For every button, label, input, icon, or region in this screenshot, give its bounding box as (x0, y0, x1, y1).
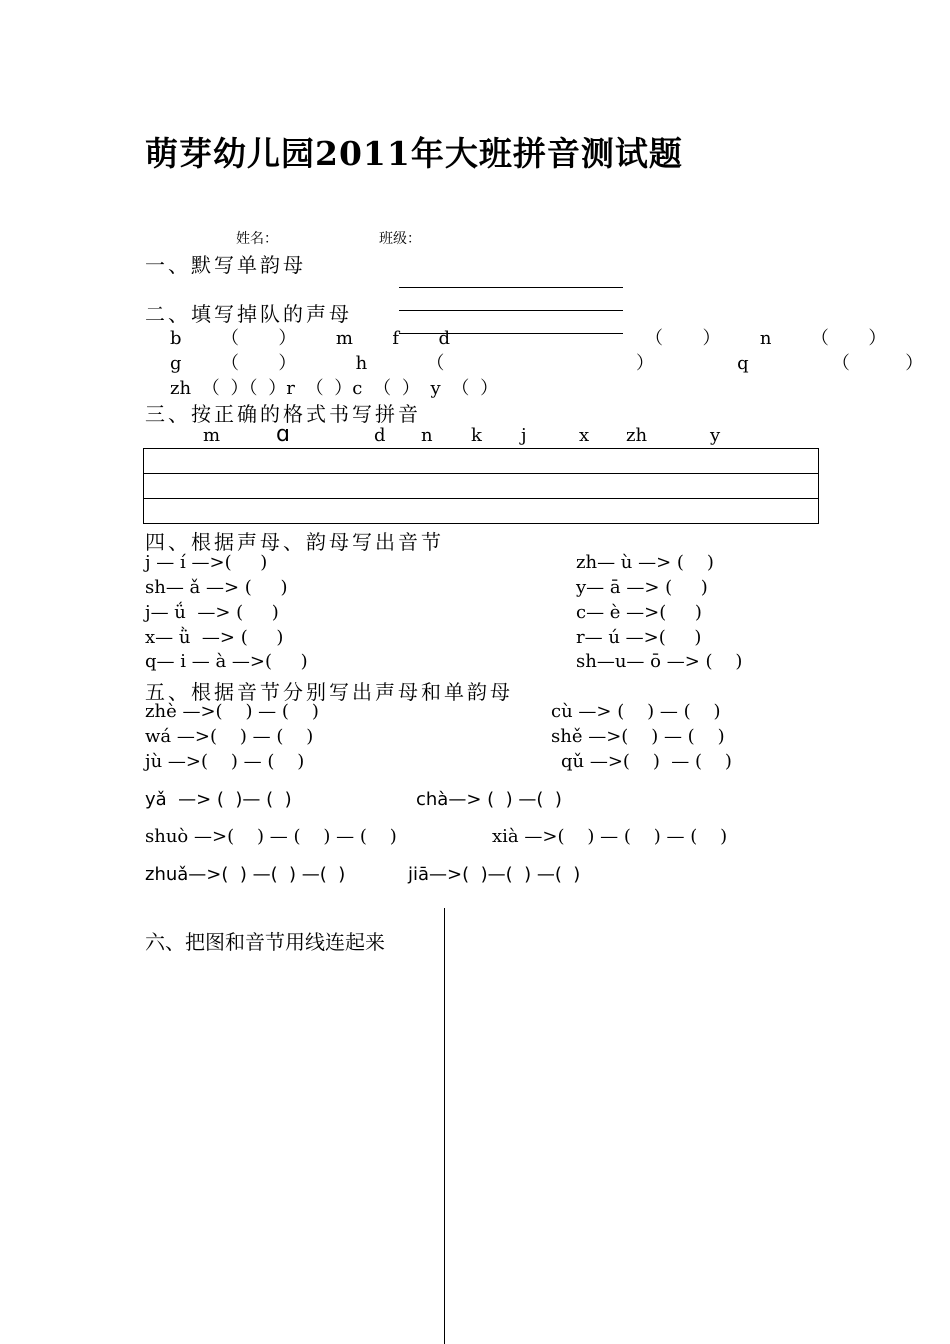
class-label: 班级： (379, 231, 421, 247)
letter-zh: zh (626, 425, 648, 446)
s5-left-2: wá —>( ) — ( ) (145, 726, 314, 747)
letter-y: y (710, 425, 721, 446)
s5-shuo: shuò —>( ) — ( ) — ( ) (145, 826, 397, 847)
letter-a: ɑ (276, 422, 290, 447)
s5-right-1: cù —> ( ) — ( ) (551, 701, 721, 722)
letter-d: d (374, 425, 386, 446)
grid-line (144, 498, 818, 499)
s2-row-2-left: g （ ） h （ (170, 353, 445, 374)
letter-j: j (521, 425, 527, 446)
s2-row-3: zh （ ）（ ）r （ ）c （ ） y （ ） (170, 378, 499, 399)
s5-ya: yǎ —> ( )— ( ) (145, 789, 292, 810)
section-2-heading: 二、填写掉队的声母 (145, 302, 352, 326)
answer-line (399, 310, 623, 311)
answer-line (399, 287, 623, 288)
s4-left-3: j— ǘ —> ( ) (145, 602, 279, 623)
section-6-heading: 六、把图和音节用线连起来 (145, 930, 385, 954)
s5-right-2: shě —>( ) — ( ) (551, 726, 725, 747)
name-label: 姓名： (236, 231, 278, 247)
letter-m: m (203, 425, 221, 446)
letter-x: x (579, 425, 590, 446)
s4-left-4: x— ǜ —> ( ) (145, 627, 284, 648)
writing-grid (143, 448, 819, 524)
s2-row-1-left: b （ ） m f d (170, 328, 450, 349)
s4-right-3: c— è —>( ) (576, 602, 702, 623)
s5-xia: xià —>( ) — ( ) — ( ) (492, 826, 728, 847)
s4-right-2: y— ā —> ( ) (576, 577, 708, 598)
s5-jia: jiā—>( )—( ) —( ) (408, 864, 581, 885)
section-4-heading: 四、根据声母、韵母写出音节 (145, 530, 444, 554)
grid-line (144, 473, 818, 474)
s5-left-3: jù —>( ) — ( ) (145, 751, 305, 772)
s4-right-4: r— ú —>( ) (576, 627, 702, 648)
section-5-heading: 五、根据音节分别写出声母和单韵母 (145, 680, 513, 704)
s5-zhua: zhuǎ—>( ) —( ) —( ) (145, 864, 346, 885)
s4-left-5: q— i — à —>( ) (145, 651, 308, 672)
letter-k: k (471, 425, 482, 446)
s2-row-1-right: （ ） n （ ） (645, 328, 887, 349)
section-1-heading: 一、默写单韵母 (145, 253, 306, 277)
s2-row-2-right: ） q （ ） (636, 353, 924, 374)
s4-left-1: j — í —>( ) (145, 552, 268, 573)
s5-left-1: zhè —>( ) — ( ) (145, 701, 319, 722)
s5-right-3: qǔ —>( ) — ( ) (561, 751, 732, 772)
s5-cha: chà—> ( ) —( ) (416, 789, 562, 810)
divider-line (444, 908, 445, 1344)
s4-right-1: zh— ù —> ( ) (576, 552, 714, 573)
page-title: 萌芽幼儿园2011年大班拼音测试题 (145, 134, 683, 173)
letter-n: n (421, 425, 433, 446)
section-3-heading: 三、按正确的格式书写拼音 (145, 402, 421, 426)
s4-right-5: sh—u— ō —> ( ) (576, 651, 743, 672)
s4-left-2: sh— ǎ —> ( ) (145, 577, 288, 598)
